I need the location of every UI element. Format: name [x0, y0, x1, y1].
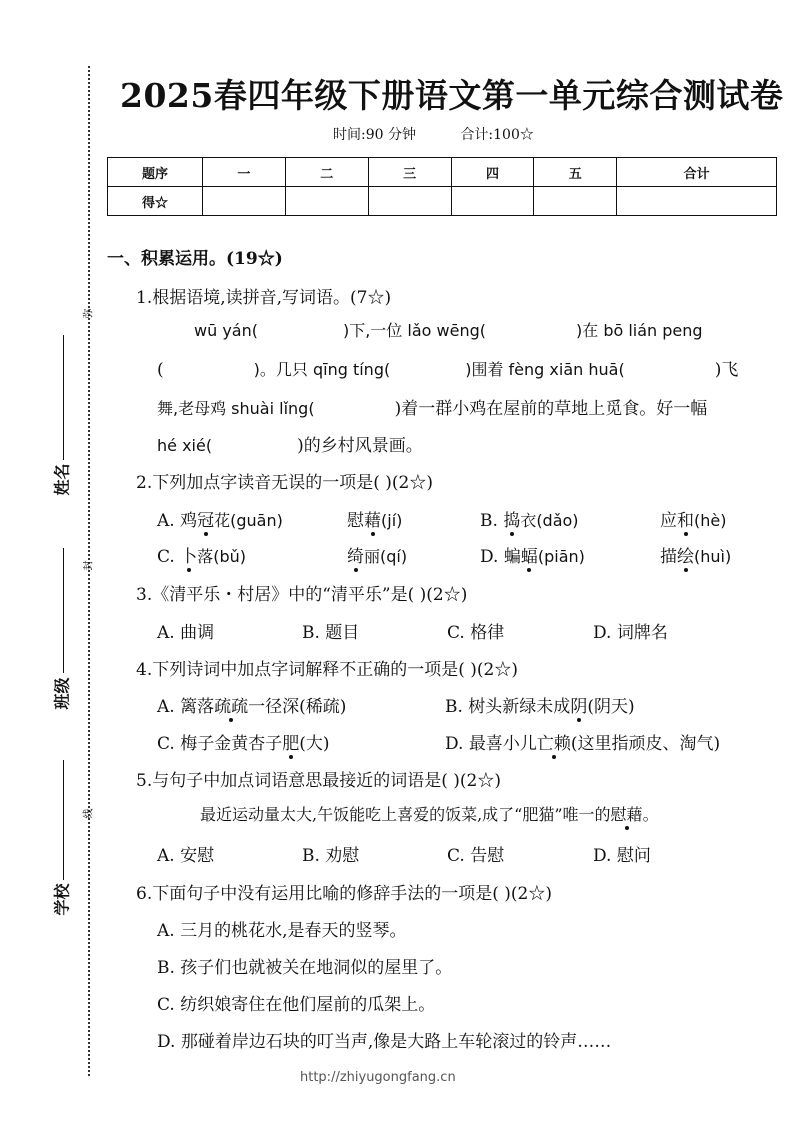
option-b[interactable]: B. 劝慰 [302, 846, 360, 866]
option-c[interactable]: C. 告慰 [447, 846, 505, 866]
option-a[interactable]: A. 曲调 [157, 623, 215, 643]
option-c-2: 绮丽(qí) [347, 542, 407, 567]
question-3-stem: 3.《清平乐・村居》中的“清平乐”是( )(2☆) [136, 585, 468, 605]
exam-meta [333, 124, 574, 144]
score-header-cell: 五 [534, 158, 617, 187]
score-table-header [108, 158, 777, 187]
option-d[interactable]: D. 最喜小儿亡赖(这里指顽皮、淘气) [445, 729, 720, 754]
score-input-cell[interactable] [285, 187, 368, 216]
q1-line-3: 舞,老母鸡 shuài lǐng( )着一群小鸡在屋前的草地上觅食。好一幅 [157, 399, 708, 419]
question-2-stem: 2.下列加点字读音无误的一项是( )(2☆) [136, 473, 433, 493]
cut-mark: 弥 [83, 308, 95, 319]
option-d[interactable]: D. 那碰着岸边石块的叮当声,像是大路上车轮滚过的铃声…… [157, 1032, 612, 1052]
score-header-cell: 三 [368, 158, 451, 187]
exam-total: 合计:100☆ [460, 127, 534, 143]
option-b[interactable]: B. 捣衣(dǎo) [480, 506, 579, 531]
school-blank[interactable] [63, 760, 64, 880]
question-6-stem: 6.下面句子中没有运用比喻的修辞手法的一项是( )(2☆) [136, 884, 552, 904]
option-b[interactable]: B. 题目 [302, 623, 360, 643]
footer-url[interactable]: http://zhiyugongfang.cn [300, 1070, 456, 1085]
option-d[interactable]: D. 蝙蝠(piān) [480, 542, 585, 567]
option-c[interactable]: C. 梅子金黄杏子肥(大) [157, 729, 329, 754]
question-1-stem: 1.根据语境,读拼音,写词语。(7☆) [136, 288, 392, 308]
option-a[interactable]: A. 鸡冠花(guān) [157, 506, 283, 531]
q1-line-4: hé xié( )的乡村风景画。 [157, 436, 423, 456]
score-input-cell[interactable] [203, 187, 286, 216]
option-d[interactable]: D. 词牌名 [593, 623, 668, 643]
q1-line-2: ( )。几只 qīng tíng( )围着 fèng xiān huā( )飞 [157, 360, 739, 380]
option-d-2: 描绘(huì) [660, 542, 731, 567]
option-c[interactable]: C. 纺织娘寄住在他们屋前的瓜架上。 [157, 995, 436, 1015]
option-c[interactable]: C. 格律 [447, 623, 505, 643]
score-input-cell[interactable] [368, 187, 451, 216]
q1-line-1: wū yán( )下,一位 lǎo wēng( )在 bō lián peng [194, 321, 703, 340]
binding-dotted-line [88, 66, 90, 1076]
cut-mark: 封 [83, 560, 95, 571]
school-label: 学校 [52, 883, 72, 916]
score-table-row [108, 187, 777, 216]
score-input-cell[interactable] [534, 187, 617, 216]
section-title: 一、积累运用。(19☆) [107, 249, 283, 269]
score-header-cell: 题序 [108, 158, 203, 187]
exam-time: 时间:90 分钟 [333, 127, 416, 143]
question-4-stem: 4.下列诗词中加点字词解释不正确的一项是( )(2☆) [136, 660, 518, 680]
score-input-cell[interactable] [617, 187, 777, 216]
option-b-2: 应和(hè) [660, 506, 726, 531]
class-label: 班级 [52, 677, 72, 710]
score-row-label: 得☆ [108, 187, 203, 216]
option-a[interactable]: A. 篱落疏疏一径深(稀疏) [157, 692, 346, 717]
class-blank[interactable] [63, 548, 64, 673]
score-table [107, 157, 777, 216]
name-label: 姓名 [52, 463, 72, 496]
option-a-2: 慰藉(jí) [347, 506, 402, 531]
option-a[interactable]: A. 安慰 [157, 846, 215, 866]
option-c[interactable]: C. 卜落(bǔ) [157, 542, 246, 567]
name-blank[interactable] [63, 335, 64, 460]
question-5-stem: 5.与句子中加点词语意思最接近的词语是( )(2☆) [136, 771, 501, 791]
score-input-cell[interactable] [451, 187, 534, 216]
page-title: 2025春四年级下册语文第一单元综合测试卷 [120, 76, 784, 115]
score-header-cell: 一 [203, 158, 286, 187]
option-d[interactable]: D. 慰问 [593, 846, 651, 866]
cut-mark: 线 [83, 808, 95, 819]
score-header-cell: 四 [451, 158, 534, 187]
option-b[interactable]: B. 树头新绿未成阴(阴天) [445, 692, 635, 717]
option-b[interactable]: B. 孩子们也就被关在地洞似的屋里了。 [157, 958, 453, 978]
option-a[interactable]: A. 三月的桃花水,是春天的竖琴。 [157, 921, 407, 941]
question-5-sentence: 最近运动量太大,午饭能吃上喜爱的饭菜,成了“肥猫”唯一的慰藉。 [200, 802, 659, 825]
score-header-cell: 合计 [617, 158, 777, 187]
score-header-cell: 二 [285, 158, 368, 187]
